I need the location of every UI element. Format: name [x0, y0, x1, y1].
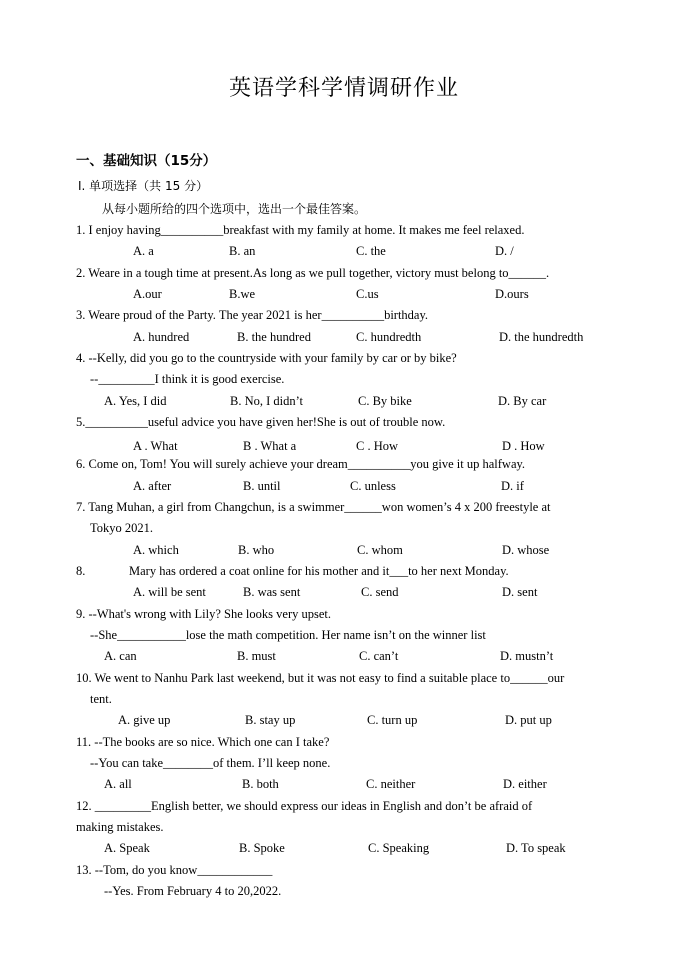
question-3-option-d: D. the hundredth [499, 330, 584, 344]
question-1-option-a: A. a [133, 244, 154, 258]
question-12-option-a: A. Speak [104, 841, 150, 855]
question-6-option-b: B. until [243, 479, 281, 493]
question-12-option-d: D. To speak [506, 841, 566, 855]
section-heading: 一、基础知识（15分） [76, 153, 217, 169]
question-4-stem: 4. --Kelly, did you go to the countryside with your family by car or by bike? [76, 351, 457, 365]
question-8-option-d: D. sent [502, 585, 538, 599]
question-12-option-c: C. Speaking [368, 841, 430, 855]
question-4-stem-line2: --_________I think it is good exercise. [90, 372, 285, 386]
question-12-stem-line2: making mistakes. [76, 820, 164, 834]
question-5-stem: 5.__________useful advice you have given her!She is out of trouble now. [76, 415, 446, 429]
question-4-option-c: C. By bike [358, 394, 412, 408]
question-1-option-d: D. / [495, 244, 514, 258]
question-7-stem-line2: Tokyo 2021. [90, 521, 154, 535]
question-11-option-a: A. all [104, 777, 132, 791]
question-6-stem: 6. Come on, Tom! You will surely achieve your dream__________you give it up halfway. [76, 457, 526, 471]
question-13-stem: 13. --Tom, do you know____________ [76, 863, 273, 877]
question-2-option-a: A.our [133, 287, 162, 301]
question-10-option-a: A. give up [118, 713, 171, 727]
question-7-option-d: D. whose [502, 543, 550, 557]
question-10-option-b: B. stay up [245, 713, 296, 727]
question-3-option-b: B. the hundred [237, 330, 311, 344]
question-7-option-a: A. which [133, 543, 179, 557]
question-8-stem: Mary has ordered a coat online for his mother and it___to her next Monday. [129, 564, 509, 578]
question-9-stem-line2: --She___________lose the math competition. Her name isn’t on the winner list [90, 628, 486, 642]
part-heading: Ⅰ. 单项选择（共 15 分） [78, 179, 209, 193]
question-6-option-a: A. after [133, 479, 172, 493]
question-12-option-b: B. Spoke [239, 841, 285, 855]
question-12-stem: 12. _________English better, we should express our ideas in English and don’t be afraid of [76, 799, 533, 813]
question-10-option-d: D. put up [505, 713, 552, 727]
question-4-option-b: B. No, I didn’t [230, 394, 304, 408]
question-2-stem: 2. Weare in a tough time at present.As long as we pull together, victory must belong to______. [76, 266, 550, 280]
question-3-option-a: A. hundred [133, 330, 190, 344]
question-8-option-b: B. was sent [243, 585, 301, 599]
question-9-option-c: C. can’t [359, 649, 399, 663]
question-9-option-d: D. mustn’t [500, 649, 554, 663]
question-8-option-a: A. will be sent [133, 585, 206, 599]
question-7-stem: 7. Tang Muhan, a girl from Changchun, is a swimmer______won women’s 4 x 200 freestyle at [76, 500, 551, 514]
instruction-text: 从每小题所给的四个选项中，选出一个最佳答案。 [102, 202, 367, 216]
question-11-stem-line2: --You can take________of them. I’ll keep none. [90, 756, 331, 770]
question-11-stem: 11. --The books are so nice. Which one can I take? [76, 735, 330, 749]
question-1-stem: 1. I enjoy having__________breakfast with my family at home. It makes me feel relaxed. [76, 223, 525, 237]
question-3-stem: 3. Weare proud of the Party. The year 2021 is her__________birthday. [76, 308, 429, 322]
question-11-option-b: B. both [242, 777, 279, 791]
question-7-option-c: C. whom [357, 543, 403, 557]
question-6-option-c: C. unless [350, 479, 396, 493]
question-2-option-c: C.us [356, 287, 379, 301]
question-10-option-c: C. turn up [367, 713, 418, 727]
question-5-option-b: B . What a [243, 439, 297, 453]
question-13-stem-line2: --Yes. From February 4 to 20,2022. [104, 884, 282, 898]
question-9-option-a: A. can [104, 649, 137, 663]
question-1-option-c: C. the [356, 244, 386, 258]
question-6-option-d: D. if [501, 479, 524, 493]
question-8-number: 8. [76, 564, 86, 578]
question-10-stem-line2: tent. [90, 692, 112, 706]
question-5-option-c: C . How [356, 439, 399, 453]
question-9-option-b: B. must [237, 649, 276, 663]
question-11-option-c: C. neither [366, 777, 416, 791]
question-8-option-c: C. send [361, 585, 399, 599]
question-2-option-d: D.ours [495, 287, 529, 301]
question-7-option-b: B. who [238, 543, 275, 557]
page-title: 英语学科学情调研作业 [228, 76, 459, 101]
question-4-option-d: D. By car [498, 394, 547, 408]
question-5-option-d: D . How [502, 439, 545, 453]
question-3-option-c: C. hundredth [356, 330, 422, 344]
question-10-stem: 10. We went to Nanhu Park last weekend, but it was not easy to find a suitable place to______our [76, 671, 565, 685]
question-9-stem: 9. --What's wrong with Lily? She looks very upset. [76, 607, 331, 621]
question-5-option-a: A . What [133, 439, 178, 453]
question-1-option-b: B. an [229, 244, 256, 258]
question-2-option-b: B.we [229, 287, 256, 301]
question-4-option-a: A. Yes, I did [104, 394, 167, 408]
question-11-option-d: D. either [503, 777, 547, 791]
